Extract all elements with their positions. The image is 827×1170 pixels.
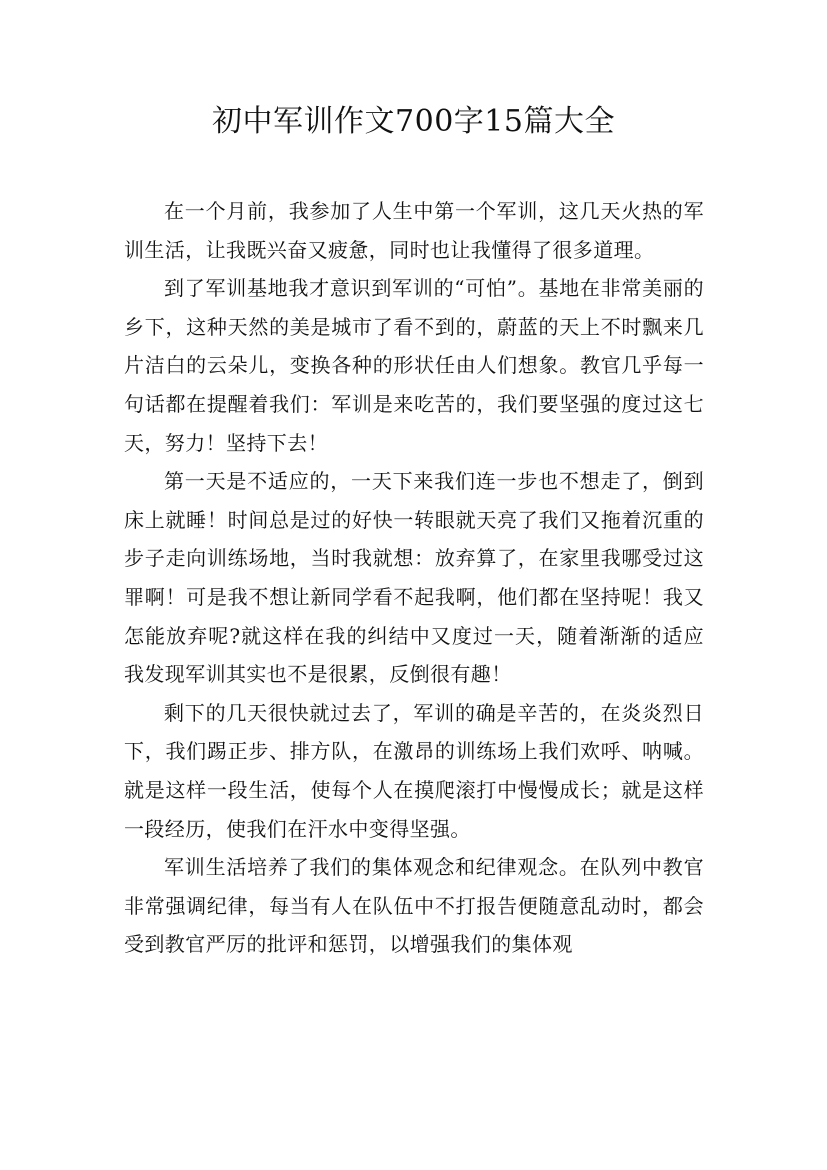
paragraph: 到了军训基地我才意识到军训的“可怕”。基地在非常美丽的乡下，这种天然的美是城市了看不到的，蔚蓝的天上不时飘来几片洁白的云朵儿，变换各种的形状任由人们想象。教官几乎每一句话都在提醒着我们：军训是来吃苦的，我们要坚强的度过这七天，努力！坚持下去！ — [124, 276, 704, 455]
paragraph: 在一个月前，我参加了人生中第一个军训，这几天火热的军训生活，让我既兴奋又疲惫，同时也让我懂得了很多道理。 — [124, 199, 704, 262]
paragraph: 第一天是不适应的，一天下来我们连一步也不想走了，倒到床上就睡！时间总是过的好快一转眼就天亮了我们又拖着沉重的步子走向训练场地，当时我就想：放弃算了，在家里我哪受过这罪啊！可是我不想让新同学看不起我啊，他们都在坚持呢！我又怎能放弃呢?就这样在我的纠结中又度过一天，随着渐渐的适应我发现军训其实也不是很累，反倒很有趣！ — [124, 469, 704, 687]
paragraph: 军训生活培养了我们的集体观念和纪律观念。在队列中教官非常强调纪律，每当有人在队伍中不打报告便随意乱动时，都会受到教官严厉的批评和惩罚，以增强我们的集体观 — [124, 855, 704, 957]
paragraph: 剩下的几天很快就过去了，军训的确是辛苦的，在炎炎烈日下，我们踢正步、排方队，在激昂的训练场上我们欢呼、呐喊。就是这样一段生活，使每个人在摸爬滚打中慢慢成长；就是这样一段经历，使我们在汗水中变得坚强。 — [124, 700, 704, 841]
document-title: 初中军训作文700字15篇大全 — [212, 104, 615, 139]
document-body — [124, 192, 704, 964]
